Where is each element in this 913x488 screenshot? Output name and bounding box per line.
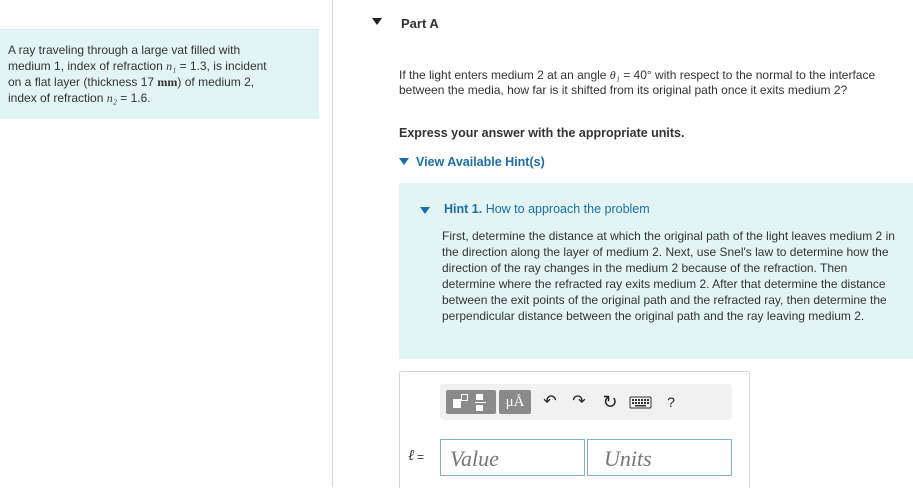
undo-icon[interactable]: ↶ xyxy=(543,393,557,410)
n1-symbol: n₁ xyxy=(166,59,177,73)
hint-body: First, determine the distance at which the original path of the light leaves medium 2 in the direction along the layer of medium 2. Next, use Snel's law to determine how the direction of the ray changes in the medium 2 because of the refraction. Then determine where the refracted ray exits medium 2. After that determine the distance between the exit points of the original path and the refracted ray, then determine the perpendicular distance between the original path and the ray leaving medium 2. xyxy=(442,229,895,323)
help-button[interactable]: ? xyxy=(667,394,675,410)
answer-instructions: Express your answer with the appropriate units. xyxy=(399,126,685,140)
keyboard-icon[interactable] xyxy=(628,390,654,414)
view-hints-label: View Available Hint(s) xyxy=(416,155,545,169)
question-post: = 40° with respect to the normal to the interface between the media, how far is it shifted from its original path once it exits medium 2? xyxy=(399,68,876,97)
template-denominator-icon xyxy=(476,405,483,411)
units-input[interactable]: Units xyxy=(587,439,732,476)
problem-statement-box xyxy=(0,30,319,119)
column-separator xyxy=(332,0,333,487)
collapse-caret-icon[interactable] xyxy=(372,18,382,25)
question-text xyxy=(399,68,889,98)
units-button[interactable]: μÅ xyxy=(499,390,531,414)
problem-line-3a: on a flat layer (thickness 17 xyxy=(8,75,158,89)
view-hints-link[interactable] xyxy=(399,155,545,169)
question-pre: If the light enters medium 2 at an angle xyxy=(399,68,610,82)
hint-panel xyxy=(399,183,913,359)
keyboard-icon-svg xyxy=(628,390,654,414)
problem-line-2b: = 1.3, is incident xyxy=(176,59,267,73)
problem-line-4b: = 1.6. xyxy=(116,91,151,105)
answer-box xyxy=(399,371,750,488)
part-title[interactable]: Part A xyxy=(401,16,439,31)
reset-icon[interactable]: ↻ xyxy=(602,392,618,412)
problem-line-4a: index of refraction xyxy=(8,91,107,105)
template-superscript-icon xyxy=(461,394,468,401)
template-numerator-icon xyxy=(476,394,483,400)
hint-subtitle: How to approach the problem xyxy=(485,202,650,216)
value-input[interactable]: Value xyxy=(440,439,585,476)
problem-line-1: A ray traveling through a large vat filled with xyxy=(8,43,241,57)
equals-sign: = xyxy=(417,450,425,464)
math-toolbar xyxy=(440,384,732,420)
problem-line-2a: medium 1, index of refraction xyxy=(8,59,167,73)
hint-caret-icon[interactable] xyxy=(420,207,430,214)
caret-down-icon xyxy=(399,158,409,165)
left-panel xyxy=(0,0,319,487)
answer-variable: ℓ xyxy=(408,448,415,464)
hint-title[interactable] xyxy=(444,202,650,216)
templates-button[interactable] xyxy=(446,390,496,414)
problem-line-3b: ) of medium 2, xyxy=(177,75,255,89)
redo-icon[interactable]: ↷ xyxy=(572,393,586,410)
hint-number: Hint 1. xyxy=(444,202,483,216)
template-fraction-bar-icon xyxy=(475,402,486,403)
n2-symbol: n₂ xyxy=(106,91,117,105)
template-square-icon xyxy=(453,399,461,408)
theta-symbol: θ₁ xyxy=(609,68,620,82)
thickness-unit: mm xyxy=(157,75,178,89)
problem-text xyxy=(8,42,308,106)
